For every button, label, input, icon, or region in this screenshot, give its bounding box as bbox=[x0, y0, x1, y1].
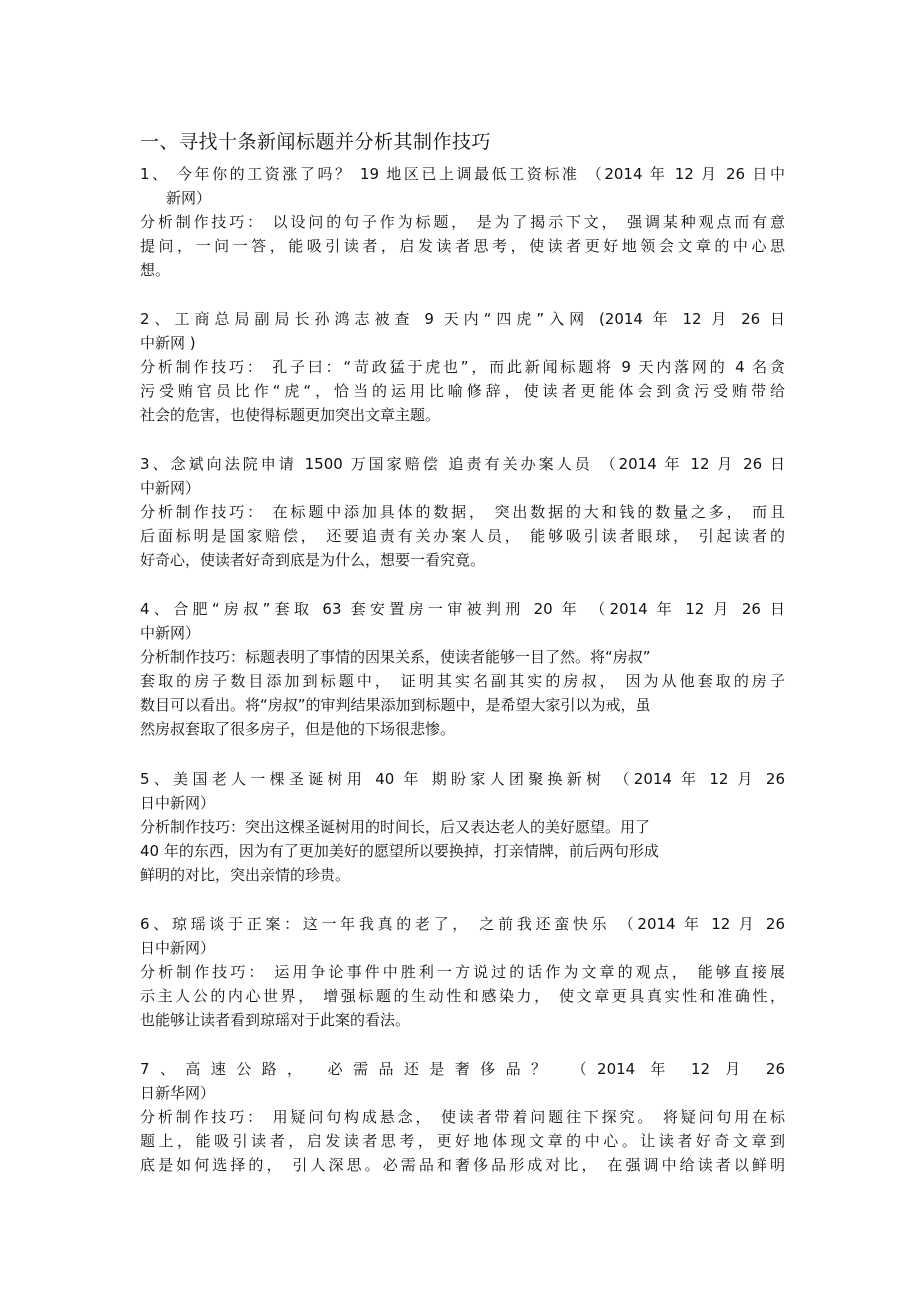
news-item bbox=[140, 452, 785, 572]
analysis-line: 底是如何选择的， 引人深思。必需品和奢侈品形成对比， 在强调中给读者以鲜明 bbox=[140, 1156, 785, 1174]
news-item bbox=[140, 912, 785, 1032]
headline-line: 1、 今年你的工资涨了吗？ 19 地区已上调最低工资标准 （2014 年 12 月 26 日中 bbox=[140, 165, 785, 183]
analysis-line: 题上，能吸引读者，启发读者思考，更好地体现文章的中心。让读者好奇文章到 bbox=[140, 1132, 785, 1150]
source-line: 中新网 ) bbox=[140, 334, 196, 352]
source-line: 日新华网） bbox=[140, 1084, 216, 1102]
analysis-line: 想。 bbox=[140, 261, 171, 279]
analysis-line: 数目可以看出。将“房叔”的审判结果添加到标题中，是希望大家引以为戒，虽 bbox=[140, 696, 651, 714]
analysis-line: 示主人公的内心世界， 增强标题的生动性和感染力， 使文章更具真实性和准确性， bbox=[140, 987, 785, 1005]
analysis-line: 分析制作技巧： 运用争论事件中胜利一方说过的话作为文章的观点， 能够直接展 bbox=[140, 963, 785, 981]
document-title: 一、寻找十条新闻标题并分析其制作技巧 bbox=[140, 131, 492, 153]
news-item bbox=[140, 597, 785, 741]
analysis-line: 污受贿官员比作“虎“，恰当的运用比喻修辞，使读者更能体会到贪污受贿带给 bbox=[140, 382, 785, 400]
news-item bbox=[140, 307, 785, 427]
analysis-line: 好奇心，使读者好奇到底是为什么，想要一看究竟。 bbox=[140, 551, 486, 569]
analysis-line: 提问，一问一答，能吸引读者，启发读者思考，使读者更好地领会文章的中心思 bbox=[140, 237, 785, 255]
analysis-line: 社会的危害，也使得标题更加突出文章主题。 bbox=[140, 406, 441, 424]
news-item bbox=[140, 767, 785, 887]
source-line: 中新网） bbox=[140, 479, 201, 497]
headline-line: 3、念斌向法院申请 1500 万国家赔偿 追责有关办案人员 （2014 年 12 月 26 日 bbox=[140, 455, 785, 473]
analysis-line: 鲜明的对比，突出亲情的珍贵。 bbox=[140, 866, 351, 884]
analysis-line: 套取的房子数目添加到标题中， 证明其实名副其实的房叔， 因为从他套取的房子 bbox=[140, 672, 785, 690]
analysis-line: 然房叔套取了很多房子，但是他的下场很悲惨。 bbox=[140, 720, 456, 738]
news-item bbox=[140, 1057, 785, 1177]
source-line: 日中新网） bbox=[140, 794, 216, 812]
headline-line: 6、琼瑶谈于正案：这一年我真的老了， 之前我还蛮快乐 （2014 年 12 月 26 bbox=[140, 915, 785, 933]
analysis-line: 分析制作技巧： 孔子曰：“苛政猛于虎也”，而此新闻标题将 9 天内落网的 4 名贪 bbox=[140, 358, 785, 376]
source-line: 日中新网） bbox=[140, 939, 216, 957]
analysis-line: 分析制作技巧：标题表明了事情的因果关系，使读者能够一目了然。将“房叔” bbox=[140, 648, 651, 666]
analysis-line: 40 年的东西，因为有了更加美好的愿望所以要换掉，打亲情牌，前后两句形成 bbox=[140, 842, 659, 860]
source-line: 中新网） bbox=[140, 624, 201, 642]
source-line: 新网） bbox=[166, 189, 212, 207]
analysis-line: 后面标明是国家赔偿， 还要追责有关办案人员， 能够吸引读者眼球， 引起读者的 bbox=[140, 527, 785, 545]
headline-line: 7、高速公路， 必需品还是奢侈品？ （2014 年 12 月 26 bbox=[140, 1060, 785, 1078]
headline-line: 2、工商总局副局长孙鸿志被查 9 天内“四虎”入网 (2014 年 12 月 26 日 bbox=[140, 310, 785, 328]
analysis-line: 分析制作技巧： 在标题中添加具体的数据， 突出数据的大和钱的数量之多， 而且 bbox=[140, 503, 785, 521]
news-item bbox=[140, 162, 785, 282]
headline-line: 4、合肥“房叔”套取 63 套安置房一审被判刑 20 年 （2014 年 12 月 26 日 bbox=[140, 600, 785, 618]
analysis-line: 分析制作技巧：突出这棵圣诞树用的时间长，后又表达老人的美好愿望。用了 bbox=[140, 818, 651, 836]
analysis-line: 分析制作技巧： 以设问的句子作为标题， 是为了揭示下文， 强调某种观点而有意 bbox=[140, 213, 785, 231]
headline-line: 5、美国老人一棵圣诞树用 40 年 期盼家人团聚换新树 （2014 年 12 月 26 bbox=[140, 770, 785, 788]
analysis-line: 分析制作技巧： 用疑问句构成悬念， 使读者带着问题往下探究。 将疑问句用在标 bbox=[140, 1108, 785, 1126]
analysis-line: 也能够让读者看到琼瑶对于此案的看法。 bbox=[140, 1011, 411, 1029]
